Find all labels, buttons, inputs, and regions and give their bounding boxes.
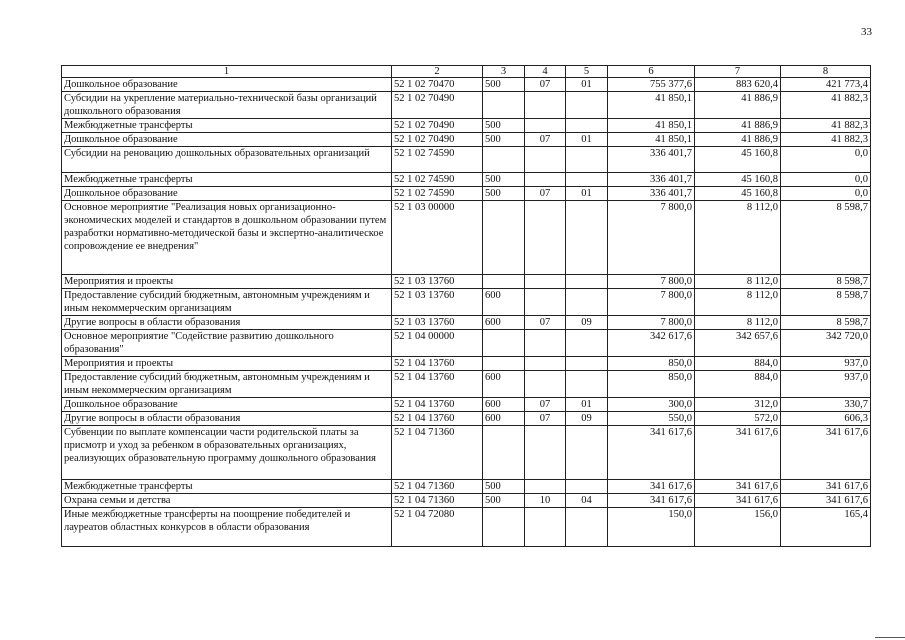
table-row — [62, 289, 871, 316]
row-value-col6-cell: 336 401,7 — [608, 147, 695, 173]
row-section-cell — [525, 92, 566, 119]
row-section-cell: 07 — [525, 412, 566, 426]
row-subsection-cell: 01 — [566, 187, 608, 201]
row-name-cell: Основное мероприятие "Содействие развитию дошкольного образования" — [62, 330, 392, 357]
row-type-cell: 500 — [483, 187, 525, 201]
header-cell: 2 — [392, 66, 483, 78]
table-row — [62, 316, 871, 330]
table-row — [62, 92, 871, 119]
row-type-cell — [483, 357, 525, 371]
row-section-cell: 10 — [525, 494, 566, 508]
row-type-cell: 600 — [483, 412, 525, 426]
row-section-cell — [525, 173, 566, 187]
row-value-col6-cell: 755 377,6 — [608, 78, 695, 92]
row-code-cell: 52 1 02 74590 — [392, 187, 483, 201]
row-value-col8-cell: 341 617,6 — [781, 426, 871, 480]
row-value-col8-cell: 0,0 — [781, 173, 871, 187]
row-type-cell: 500 — [483, 119, 525, 133]
row-name-cell: Межбюджетные трансферты — [62, 173, 392, 187]
row-value-col6-cell: 850,0 — [608, 357, 695, 371]
table-row — [62, 494, 871, 508]
row-value-col7-cell: 41 886,9 — [695, 133, 781, 147]
row-name-cell: Межбюджетные трансферты — [62, 480, 392, 494]
row-subsection-cell — [566, 147, 608, 173]
row-value-col8-cell: 8 598,7 — [781, 316, 871, 330]
row-subsection-cell — [566, 330, 608, 357]
row-section-cell — [525, 357, 566, 371]
row-value-col7-cell: 884,0 — [695, 371, 781, 398]
row-name-cell: Иные межбюджетные трансферты на поощрение победителей и лауреатов областных конкурсов в области образования — [62, 508, 392, 547]
row-value-col6-cell: 41 850,1 — [608, 119, 695, 133]
row-value-col8-cell: 0,0 — [781, 187, 871, 201]
row-value-col7-cell: 41 886,9 — [695, 92, 781, 119]
page-edge-line — [875, 637, 905, 638]
row-value-col8-cell: 41 882,3 — [781, 133, 871, 147]
row-value-col7-cell: 341 617,6 — [695, 480, 781, 494]
row-type-cell: 500 — [483, 78, 525, 92]
row-code-cell: 52 1 04 13760 — [392, 412, 483, 426]
row-value-col8-cell: 341 617,6 — [781, 480, 871, 494]
row-type-cell: 500 — [483, 480, 525, 494]
row-type-cell — [483, 330, 525, 357]
row-code-cell: 52 1 03 13760 — [392, 289, 483, 316]
row-name-cell: Дошкольное образование — [62, 398, 392, 412]
row-value-col8-cell: 421 773,4 — [781, 78, 871, 92]
table-row — [62, 508, 871, 547]
row-type-cell — [483, 147, 525, 173]
row-section-cell: 07 — [525, 316, 566, 330]
row-code-cell: 52 1 04 71360 — [392, 494, 483, 508]
table-row — [62, 412, 871, 426]
row-name-cell: Предоставление субсидий бюджетным, автономным учреждениям и иным некоммерческим организациям — [62, 289, 392, 316]
row-value-col6-cell: 7 800,0 — [608, 275, 695, 289]
row-subsection-cell — [566, 480, 608, 494]
row-code-cell: 52 1 04 13760 — [392, 371, 483, 398]
row-type-cell — [483, 275, 525, 289]
row-code-cell: 52 1 04 72080 — [392, 508, 483, 547]
row-value-col7-cell: 342 657,6 — [695, 330, 781, 357]
row-subsection-cell — [566, 119, 608, 133]
table-row — [62, 133, 871, 147]
row-name-cell: Мероприятия и проекты — [62, 357, 392, 371]
row-name-cell: Мероприятия и проекты — [62, 275, 392, 289]
row-section-cell — [525, 508, 566, 547]
row-value-col6-cell: 7 800,0 — [608, 289, 695, 316]
row-name-cell: Предоставление субсидий бюджетным, автономным учреждениям и иным некоммерческим организациям — [62, 371, 392, 398]
row-value-col7-cell: 884,0 — [695, 357, 781, 371]
header-cell: 7 — [695, 66, 781, 78]
row-value-col6-cell: 336 401,7 — [608, 173, 695, 187]
row-type-cell — [483, 426, 525, 480]
row-name-cell: Дошкольное образование — [62, 133, 392, 147]
row-value-col7-cell: 41 886,9 — [695, 119, 781, 133]
row-type-cell: 600 — [483, 316, 525, 330]
row-value-col8-cell: 0,0 — [781, 147, 871, 173]
row-subsection-cell: 01 — [566, 78, 608, 92]
table-row — [62, 357, 871, 371]
row-section-cell — [525, 330, 566, 357]
row-subsection-cell: 01 — [566, 398, 608, 412]
row-section-cell — [525, 275, 566, 289]
table-row — [62, 371, 871, 398]
row-name-cell: Субсидии на реновацию дошкольных образовательных организаций — [62, 147, 392, 173]
row-subsection-cell — [566, 426, 608, 480]
row-value-col6-cell: 550,0 — [608, 412, 695, 426]
row-value-col8-cell: 342 720,0 — [781, 330, 871, 357]
row-code-cell: 52 1 04 71360 — [392, 480, 483, 494]
page-number: 33 — [861, 26, 872, 38]
row-value-col6-cell: 342 617,6 — [608, 330, 695, 357]
table-row — [62, 147, 871, 173]
table-row — [62, 201, 871, 275]
row-code-cell: 52 1 02 74590 — [392, 173, 483, 187]
row-subsection-cell: 09 — [566, 412, 608, 426]
table-row — [62, 187, 871, 201]
row-value-col6-cell: 41 850,1 — [608, 92, 695, 119]
row-type-cell — [483, 508, 525, 547]
row-code-cell: 52 1 02 70490 — [392, 92, 483, 119]
row-subsection-cell — [566, 275, 608, 289]
row-name-cell: Другие вопросы в области образования — [62, 316, 392, 330]
header-cell: 3 — [483, 66, 525, 78]
row-value-col7-cell: 312,0 — [695, 398, 781, 412]
row-value-col7-cell: 341 617,6 — [695, 426, 781, 480]
row-name-cell: Дошкольное образование — [62, 187, 392, 201]
row-value-col7-cell: 8 112,0 — [695, 289, 781, 316]
row-code-cell: 52 1 03 13760 — [392, 275, 483, 289]
row-type-cell: 600 — [483, 371, 525, 398]
header-cell: 4 — [525, 66, 566, 78]
row-subsection-cell — [566, 357, 608, 371]
row-type-cell: 600 — [483, 398, 525, 412]
row-code-cell: 52 1 02 70490 — [392, 133, 483, 147]
table-row — [62, 330, 871, 357]
row-subsection-cell — [566, 173, 608, 187]
row-code-cell: 52 1 02 70470 — [392, 78, 483, 92]
row-section-cell — [525, 119, 566, 133]
row-value-col8-cell: 330,7 — [781, 398, 871, 412]
row-value-col7-cell: 45 160,8 — [695, 173, 781, 187]
row-subsection-cell — [566, 289, 608, 316]
row-name-cell: Субсидии на укрепление материально-технической базы организаций дошкольного образования — [62, 92, 392, 119]
row-value-col6-cell: 7 800,0 — [608, 316, 695, 330]
header-cell: 1 — [62, 66, 392, 78]
row-value-col7-cell: 156,0 — [695, 508, 781, 547]
row-type-cell: 500 — [483, 173, 525, 187]
row-value-col8-cell: 8 598,7 — [781, 289, 871, 316]
table-row — [62, 426, 871, 480]
row-value-col6-cell: 300,0 — [608, 398, 695, 412]
row-value-col8-cell: 41 882,3 — [781, 92, 871, 119]
row-code-cell: 52 1 04 13760 — [392, 357, 483, 371]
row-name-cell: Субвенции по выплате компенсации части родительской платы за присмотр и уход за ребенком в образовательных организациях, реализующих образовательную программу дошкольного образования — [62, 426, 392, 480]
row-value-col8-cell: 41 882,3 — [781, 119, 871, 133]
row-value-col8-cell: 165,4 — [781, 508, 871, 547]
row-value-col6-cell: 341 617,6 — [608, 494, 695, 508]
row-section-cell — [525, 371, 566, 398]
row-value-col7-cell: 45 160,8 — [695, 147, 781, 173]
row-section-cell: 07 — [525, 133, 566, 147]
row-type-cell — [483, 201, 525, 275]
row-value-col6-cell: 341 617,6 — [608, 480, 695, 494]
table-row — [62, 398, 871, 412]
row-code-cell: 52 1 02 74590 — [392, 147, 483, 173]
row-subsection-cell: 01 — [566, 133, 608, 147]
row-code-cell: 52 1 04 71360 — [392, 426, 483, 480]
row-subsection-cell: 04 — [566, 494, 608, 508]
row-code-cell: 52 1 04 13760 — [392, 398, 483, 412]
row-value-col8-cell: 8 598,7 — [781, 201, 871, 275]
row-value-col6-cell: 336 401,7 — [608, 187, 695, 201]
row-value-col7-cell: 341 617,6 — [695, 494, 781, 508]
row-code-cell: 52 1 03 13760 — [392, 316, 483, 330]
row-type-cell: 500 — [483, 494, 525, 508]
row-section-cell — [525, 289, 566, 316]
row-section-cell: 07 — [525, 78, 566, 92]
row-value-col8-cell: 8 598,7 — [781, 275, 871, 289]
row-value-col6-cell: 150,0 — [608, 508, 695, 547]
row-value-col6-cell: 7 800,0 — [608, 201, 695, 275]
row-value-col8-cell: 937,0 — [781, 371, 871, 398]
row-code-cell: 52 1 03 00000 — [392, 201, 483, 275]
row-value-col8-cell: 937,0 — [781, 357, 871, 371]
header-cell: 8 — [781, 66, 871, 78]
row-section-cell — [525, 147, 566, 173]
row-value-col7-cell: 883 620,4 — [695, 78, 781, 92]
row-subsection-cell: 09 — [566, 316, 608, 330]
row-type-cell: 600 — [483, 289, 525, 316]
budget-table — [61, 65, 871, 547]
row-value-col6-cell: 850,0 — [608, 371, 695, 398]
row-value-col8-cell: 341 617,6 — [781, 494, 871, 508]
row-section-cell — [525, 201, 566, 275]
row-value-col7-cell: 8 112,0 — [695, 201, 781, 275]
row-value-col7-cell: 45 160,8 — [695, 187, 781, 201]
row-value-col7-cell: 8 112,0 — [695, 275, 781, 289]
row-name-cell: Основное мероприятие "Реализация новых организационно-экономических моделей и стандартов в дошкольном образовании путем разработки нормативно-методической базы и экспертно-аналитическое сопровождение ее внедрения" — [62, 201, 392, 275]
table-row — [62, 480, 871, 494]
row-section-cell — [525, 480, 566, 494]
table-row — [62, 78, 871, 92]
table-header-row — [62, 66, 871, 78]
row-name-cell: Межбюджетные трансферты — [62, 119, 392, 133]
row-value-col6-cell: 41 850,1 — [608, 133, 695, 147]
table-row — [62, 119, 871, 133]
row-type-cell — [483, 92, 525, 119]
row-name-cell: Охрана семьи и детства — [62, 494, 392, 508]
row-subsection-cell — [566, 371, 608, 398]
row-name-cell: Дошкольное образование — [62, 78, 392, 92]
row-value-col6-cell: 341 617,6 — [608, 426, 695, 480]
row-type-cell: 500 — [483, 133, 525, 147]
row-section-cell: 07 — [525, 187, 566, 201]
row-value-col8-cell: 606,3 — [781, 412, 871, 426]
header-cell: 5 — [566, 66, 608, 78]
row-subsection-cell — [566, 92, 608, 119]
row-section-cell: 07 — [525, 398, 566, 412]
row-subsection-cell — [566, 201, 608, 275]
row-subsection-cell — [566, 508, 608, 547]
header-cell: 6 — [608, 66, 695, 78]
table-row — [62, 275, 871, 289]
row-code-cell: 52 1 02 70490 — [392, 119, 483, 133]
table-row — [62, 173, 871, 187]
row-name-cell: Другие вопросы в области образования — [62, 412, 392, 426]
row-value-col7-cell: 572,0 — [695, 412, 781, 426]
row-value-col7-cell: 8 112,0 — [695, 316, 781, 330]
row-section-cell — [525, 426, 566, 480]
row-code-cell: 52 1 04 00000 — [392, 330, 483, 357]
